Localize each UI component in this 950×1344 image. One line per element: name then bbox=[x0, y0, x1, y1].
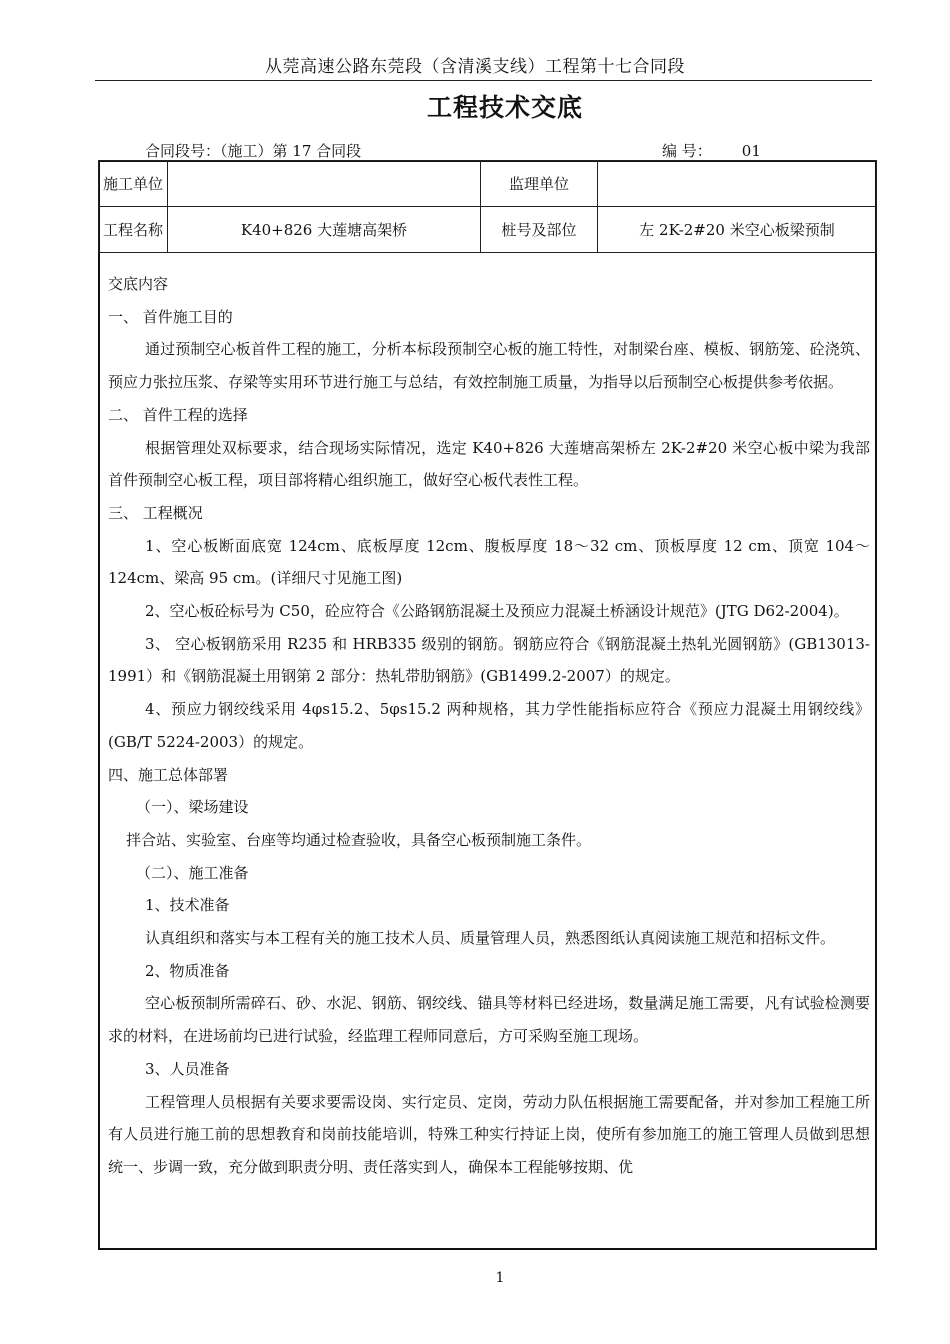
section-4-subtitle-2: （二）、施工准备 bbox=[136, 863, 249, 882]
station-label: 桩号及部位 bbox=[481, 207, 598, 253]
section-1-title: 一、 首件施工目的 bbox=[108, 307, 233, 326]
table-row bbox=[99, 207, 877, 253]
document-header-title: 从莞高速公路东莞段（含清溪支线）工程第十七合同段 bbox=[265, 57, 685, 77]
number-value: 01 bbox=[741, 142, 761, 160]
construction-unit-value bbox=[168, 161, 481, 207]
personnel-prep-title: 3、人员准备 bbox=[145, 1059, 230, 1078]
number-label: 编 号： bbox=[662, 142, 712, 160]
technical-prep-paragraph: 认真组织和落实与本工程有关的施工技术人员、质量管理人员，熟悉图纸认真阅读施工规范和招标文件。 bbox=[145, 929, 836, 948]
section-3-item-2: 2、空心板砼标号为 C50，砼应符合《公路钢筋混凝土及预应力混凝土桥涵设计规范》(JTG D62-2004)。 bbox=[145, 602, 849, 621]
technical-prep-title: 1、技术准备 bbox=[145, 896, 230, 915]
info-table bbox=[98, 160, 877, 253]
section-1-paragraph: 通过预制空心板首件工程的施工，分析本标段预制空心板的施工特性，对制梁台座、模板、钢筋笼、砼浇筑、预应力张拉压浆、存梁等实用环节进行施工与总结，有效控制施工质量，为指导以后预制空心板提供参考依据。 bbox=[108, 340, 870, 392]
section-2-title: 二、 首件工程的选择 bbox=[108, 405, 248, 424]
section-4-sub-1-paragraph: 拌合站、实验室、台座等均通过检查验收，具备空心板预制施工条件。 bbox=[126, 830, 592, 849]
document-title: 工程技术交底 bbox=[426, 93, 583, 122]
supervision-unit-label: 监理单位 bbox=[481, 161, 598, 207]
table-row bbox=[99, 161, 877, 207]
station-value: 左 2K-2#20 米空心板梁预制 bbox=[598, 207, 877, 253]
project-name-label: 工程名称 bbox=[99, 207, 168, 253]
material-prep-title: 2、物质准备 bbox=[145, 961, 230, 980]
project-name-value: K40+826 大莲塘高架桥 bbox=[168, 207, 481, 253]
content-heading: 交底内容 bbox=[108, 275, 169, 293]
section-2-paragraph: 根据管理处双标要求，结合现场实际情况，选定 K40+826 大莲塘高架桥左 2K-2#20 米空心板中梁为我部首件预制空心板工程，项目部将精心组织施工，做好空心板代表性工程。 bbox=[108, 438, 870, 490]
material-prep-paragraph: 空心板预制所需碎石、砂、水泥、钢筋、钢绞线、锚具等材料已经进场，数量满足施工需要，凡有试验检测要求的材料，在进场前均已进行试验，经监理工程师同意后，方可采购至施工现场。 bbox=[108, 994, 870, 1046]
section-3-item-4: 4、预应力钢绞线采用 4φs15.2、5φs15.2 两种规格，其力学性能指标应符合《预应力混凝土用钢绞线》(GB/T 5224-2003）的规定。 bbox=[108, 700, 870, 751]
personnel-prep-paragraph: 工程管理人员根据有关要求要需设岗、实行定员、定岗，劳动力队伍根据施工需要配备，并对参加工程施工所有人员进行施工前的思想教育和岗前技能培训，特殊工种实行持证上岗，使所有参加施工的施工管理人员做到思想统一、步调一致，充分做到职责分明、责任落实到人，确保本工程能够按期、优 bbox=[108, 1092, 870, 1176]
page-number: 1 bbox=[495, 1270, 505, 1286]
section-4-title: 四、施工总体部署 bbox=[108, 765, 229, 784]
header-divider bbox=[95, 80, 872, 81]
section-3-title: 三、 工程概况 bbox=[108, 503, 203, 522]
section-4-subtitle-1: （一）、梁场建设 bbox=[136, 798, 249, 817]
section-3-item-3: 3、 空心板钢筋采用 R235 和 HRB335 级别的钢筋。钢筋应符合《钢筋混凝土热轧光圆钢筋》(GB13013-1991）和《钢筋混凝土用钢第 2 部分：热轧带肋钢筋》(GB1499.2-2007）的规定。 bbox=[108, 634, 870, 686]
section-3-item-1: 1、空心板断面底宽 124cm、底板厚度 12cm、腹板厚度 18～32 cm、顶板厚度 12 cm、顶宽 104～124cm、梁高 95 cm。(详细尺寸见施工图) bbox=[108, 536, 870, 588]
supervision-unit-value bbox=[598, 161, 877, 207]
disclosure-content bbox=[108, 268, 870, 1184]
contract-section-label: 合同段号：（施工）第 17 合同段 bbox=[145, 142, 362, 160]
construction-unit-label: 施工单位 bbox=[99, 161, 168, 207]
document-number bbox=[662, 140, 761, 161]
